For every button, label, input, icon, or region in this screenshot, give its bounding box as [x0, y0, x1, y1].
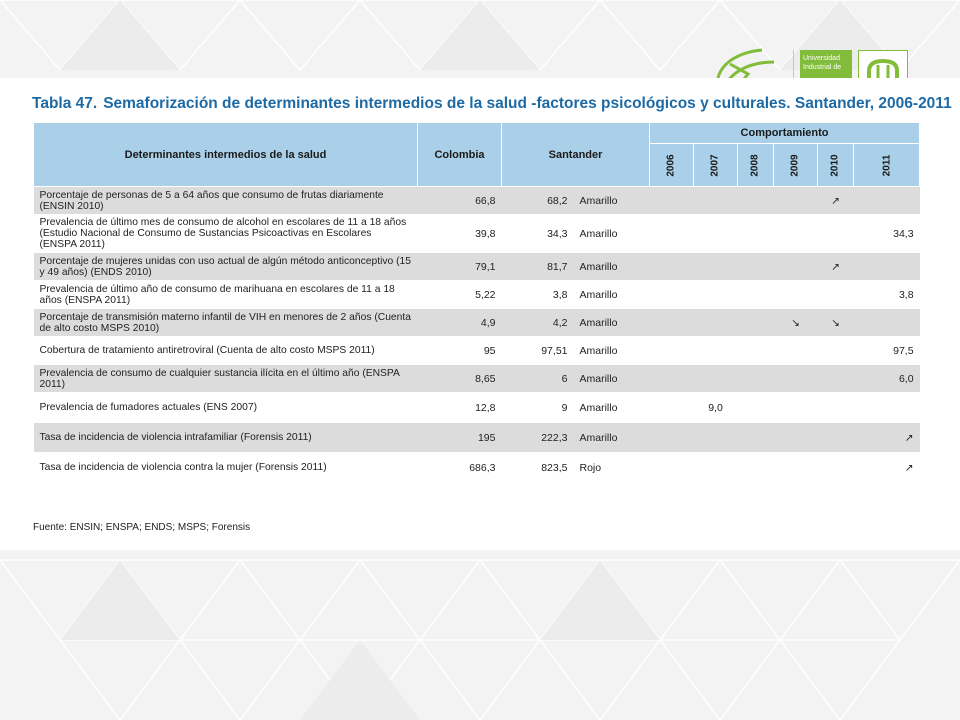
source-note: Fuente: ENSIN; ENSPA; ENDS; MSPS; Forensis: [33, 522, 251, 533]
row-colombia-value: 686,3: [418, 453, 502, 483]
row-year-2009: [774, 393, 818, 423]
row-year-2006: [650, 393, 694, 423]
row-year-2007: [694, 187, 738, 215]
row-santander-value: 97,51: [502, 337, 574, 365]
header-year-label: 2009: [790, 153, 802, 177]
row-year-2011: [854, 187, 920, 215]
row-year-2010: [818, 281, 854, 309]
row-year-2007: 9,0: [694, 393, 738, 423]
row-year-2007: [694, 423, 738, 453]
row-colombia-value: 4,9: [418, 309, 502, 337]
row-year-2007: [694, 309, 738, 337]
row-colombia-value: 5,22: [418, 281, 502, 309]
header-year-label: 2011: [881, 154, 893, 176]
row-year-2009: [774, 453, 818, 483]
row-determinant: Tasa de incidencia de violencia contra la mujer (Forensis 2011): [34, 453, 418, 483]
row-year-2010: ↘: [818, 309, 854, 337]
row-determinant: Porcentaje de transmisión materno infantil de VIH en menores de 2 años (Cuenta de alto costo MSPS 2010): [34, 309, 418, 337]
header-year-2010: [818, 144, 854, 187]
table-row: [34, 365, 920, 393]
row-year-2007: [694, 453, 738, 483]
row-colombia-value: 66,8: [418, 187, 502, 215]
row-semaforo: Amarillo: [574, 393, 650, 423]
row-colombia-value: 95: [418, 337, 502, 365]
row-santander-value: 34,3: [502, 215, 574, 253]
row-year-2006: [650, 215, 694, 253]
header-year-2009: [774, 144, 818, 187]
row-year-2007: [694, 365, 738, 393]
logo-line-1: Universidad: [803, 55, 840, 62]
row-year-2010: ↗: [818, 253, 854, 281]
header-determinantes: Determinantes intermedios de la salud: [34, 123, 418, 187]
row-semaforo: Amarillo: [574, 187, 650, 215]
row-determinant: Cobertura de tratamiento antiretroviral (Cuenta de alto costo MSPS 2011): [34, 337, 418, 365]
row-semaforo: Rojo: [574, 453, 650, 483]
table-title-text: Semaforización de determinantes intermedios de la salud -factores psicológicos y culturales. Santander, 2006-2011: [103, 95, 952, 112]
row-year-2011: ↗: [854, 453, 920, 483]
row-year-2006: [650, 187, 694, 215]
row-year-2009: [774, 187, 818, 215]
table-title: [32, 95, 952, 113]
row-year-2009: [774, 365, 818, 393]
row-determinant: Prevalencia de último mes de consumo de alcohol en escolares de 11 a 18 años (Estudio Nacional de Consumo de Sustancias Psicoactivas en Escolares (ENSPA 2011): [34, 215, 418, 253]
header-santander: Santander: [502, 123, 650, 187]
row-year-2009: [774, 281, 818, 309]
row-year-2006: [650, 423, 694, 453]
table-row: [34, 187, 920, 215]
row-determinant: Porcentaje de mujeres unidas con uso actual de algún método anticonceptivo (15 y 49 años) (ENDS 2010): [34, 253, 418, 281]
row-year-2011: [854, 393, 920, 423]
table-row: [34, 281, 920, 309]
row-year-2006: [650, 453, 694, 483]
row-year-2010: [818, 215, 854, 253]
row-year-2007: [694, 215, 738, 253]
row-year-2008: [738, 215, 774, 253]
header-year-label: 2007: [710, 153, 722, 177]
row-semaforo: Amarillo: [574, 423, 650, 453]
row-santander-value: 68,2: [502, 187, 574, 215]
header-year-2006: [650, 144, 694, 187]
row-year-2008: [738, 281, 774, 309]
row-santander-value: 6: [502, 365, 574, 393]
table-row: [34, 215, 920, 253]
row-year-2007: [694, 281, 738, 309]
row-determinant: Prevalencia de consumo de cualquier sustancia ilícita en el último año (ENSPA 2011): [34, 365, 418, 393]
table-row: [34, 253, 920, 281]
row-semaforo: Amarillo: [574, 253, 650, 281]
table-row: [34, 453, 920, 483]
row-year-2009: [774, 423, 818, 453]
row-semaforo: Amarillo: [574, 215, 650, 253]
row-year-2009: [774, 337, 818, 365]
row-year-2008: [738, 253, 774, 281]
table-number: Tabla 47.: [32, 95, 98, 112]
header-comportamiento: Comportamiento: [650, 123, 920, 144]
row-year-2008: [738, 453, 774, 483]
row-year-2011: 3,8: [854, 281, 920, 309]
row-year-2010: [818, 453, 854, 483]
row-colombia-value: 195: [418, 423, 502, 453]
row-semaforo: Amarillo: [574, 337, 650, 365]
row-santander-value: 81,7: [502, 253, 574, 281]
row-santander-value: 222,3: [502, 423, 574, 453]
table-row: [34, 309, 920, 337]
row-year-2009: [774, 215, 818, 253]
row-year-2009: [774, 253, 818, 281]
row-santander-value: 4,2: [502, 309, 574, 337]
row-year-2008: [738, 337, 774, 365]
row-year-2008: [738, 393, 774, 423]
row-year-2011: [854, 253, 920, 281]
row-year-2006: [650, 281, 694, 309]
slide-content: [0, 78, 960, 550]
row-colombia-value: 39,8: [418, 215, 502, 253]
row-santander-value: 823,5: [502, 453, 574, 483]
row-year-2006: [650, 337, 694, 365]
row-year-2008: [738, 187, 774, 215]
row-year-2010: ↗: [818, 187, 854, 215]
row-colombia-value: 8,65: [418, 365, 502, 393]
row-year-2008: [738, 365, 774, 393]
header-year-label: 2008: [750, 153, 762, 177]
row-year-2006: [650, 365, 694, 393]
row-year-2009: ↘: [774, 309, 818, 337]
row-semaforo: Amarillo: [574, 365, 650, 393]
row-year-2008: [738, 423, 774, 453]
row-year-2006: [650, 309, 694, 337]
row-year-2008: [738, 309, 774, 337]
row-year-2011: 34,3: [854, 215, 920, 253]
row-determinant: Prevalencia de último año de consumo de marihuana en escolares de 11 a 18 años (ENSPA 2011): [34, 281, 418, 309]
row-year-2011: 6,0: [854, 365, 920, 393]
row-determinant: Prevalencia de fumadores actuales (ENS 2007): [34, 393, 418, 423]
header-year-label: 2006: [666, 153, 678, 177]
row-year-2011: 97,5: [854, 337, 920, 365]
row-year-2006: [650, 253, 694, 281]
row-determinant: Tasa de incidencia de violencia intrafamiliar (Forensis 2011): [34, 423, 418, 453]
row-year-2007: [694, 253, 738, 281]
determinants-table: [33, 122, 920, 483]
row-semaforo: Amarillo: [574, 309, 650, 337]
row-colombia-value: 12,8: [418, 393, 502, 423]
header-year-2007: [694, 144, 738, 187]
logo-line-2: Industrial de: [803, 64, 842, 71]
row-year-2011: ↗: [854, 423, 920, 453]
header-year-label: 2010: [830, 153, 842, 177]
row-santander-value: 3,8: [502, 281, 574, 309]
row-determinant: Porcentaje de personas de 5 a 64 años que consumo de frutas diariamente (ENSIN 2010): [34, 187, 418, 215]
row-year-2011: [854, 309, 920, 337]
row-semaforo: Amarillo: [574, 281, 650, 309]
table-row: [34, 337, 920, 365]
header-colombia: Colombia: [418, 123, 502, 187]
row-santander-value: 9: [502, 393, 574, 423]
table-row: [34, 393, 920, 423]
row-year-2007: [694, 337, 738, 365]
header-year-2008: [738, 144, 774, 187]
row-colombia-value: 79,1: [418, 253, 502, 281]
row-year-2010: [818, 423, 854, 453]
row-year-2010: [818, 337, 854, 365]
row-year-2010: [818, 365, 854, 393]
row-year-2010: [818, 393, 854, 423]
table-row: [34, 423, 920, 453]
header-year-2011: [854, 144, 920, 187]
